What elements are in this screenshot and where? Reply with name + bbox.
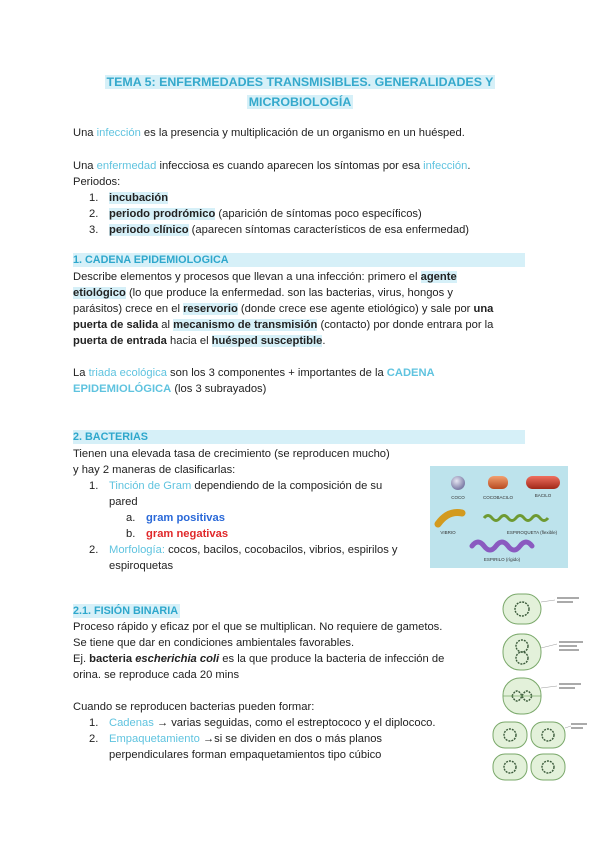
cell-stage-5b (531, 754, 565, 780)
page-title: TEMA 5: ENFERMEDADES TRANSMISIBLES. GENERALIDADES Y MICROBIOLOGÍA (106, 75, 494, 109)
label-cocobacilo: COCOBACILO (482, 495, 514, 500)
cell-stage-5a (493, 754, 527, 780)
paragraph-line: orina. se reproduce cada 20 mins (73, 669, 240, 681)
sub-item: b. gram negativas (126, 528, 229, 540)
paragraph-line: puerta de salida al mecanismo de transmisión (contacto) por donde entrara por la (73, 319, 494, 331)
label-vibrio: VIBRIO (440, 530, 456, 535)
paragraph-line: Ej. bacteria escherichia coli es la que produce la bacteria de infección de (73, 653, 445, 665)
label-espirilo: ESPIRILO (rígido) (483, 557, 521, 562)
paragraph-line: Cuando se reproducen bacterias pueden formar: (73, 701, 315, 713)
sub-item: a. gram positivas (126, 512, 225, 524)
paragraph-line: y hay 2 maneras de clasificarlas: (73, 464, 236, 476)
list-item: 1. incubación (89, 192, 169, 204)
paragraph-line: Se tiene que dar en condiciones ambientales favorables. (73, 637, 355, 649)
section-heading-cadena: 1. CADENA EPIDEMIOLOGICA (73, 253, 525, 267)
espiroqueta-shape (484, 516, 548, 521)
paragraph-line: Tienen una elevada tasa de crecimiento (se reproducen mucho) (73, 448, 390, 460)
section-heading-fision: 2.1. FISIÓN BINARIA (73, 605, 178, 617)
paragraph-line: Describe elementos y procesos que llevan a una infección: primero el agente (73, 271, 457, 283)
paragraph-line: La triada ecológica son los 3 componentes + importantes de la CADENA (73, 367, 435, 379)
bacilo-shape (526, 476, 560, 489)
coco-shape (451, 476, 465, 490)
paragraph-line: puerta de entrada hacia el huésped susceptible. (73, 335, 326, 347)
intro-enfermedad: Una enfermedad infecciosa es cuando aparecen los síntomas por esa infección. (73, 160, 471, 172)
list-item-cont: perpendiculares forman empaquetamientos tipo cúbico (109, 749, 382, 761)
list-item: 2. Empaquetamiento →si se dividen en dos o más planos (89, 733, 383, 745)
periodos-label: Periodos: (73, 176, 121, 188)
paragraph-line: EPIDEMIOLÓGICA (los 3 subrayados) (73, 383, 267, 395)
label-espiroqueta: ESPIROQUETA (flexible) (506, 530, 558, 535)
binary-fission-figure (485, 588, 590, 786)
intro-infeccion: Una infección es la presencia y multiplicación de un organismo en un huésped. (73, 127, 465, 139)
section-heading-bacterias: 2. BACTERIAS (73, 430, 525, 444)
cell-stage-1 (503, 594, 541, 624)
list-item: 2. Morfología: cocos, bacilos, cocobacilos, vibrios, espirilos y (89, 544, 398, 556)
bacteria-morphology-figure (430, 466, 568, 568)
vibrio-shape (438, 512, 462, 524)
list-item: 1. Cadenas → varias seguidas, como el estreptococo y el diplococo. (89, 717, 436, 729)
list-item-cont: pared (109, 496, 138, 508)
list-item: 3. periodo clínico (aparecen síntomas característicos de esa enfermedad) (89, 224, 470, 236)
cocobacilo-shape (488, 476, 508, 489)
list-item: 1. Tinción de Gram dependiendo de la composición de su (89, 480, 383, 492)
label-bacilo: BACILO (534, 493, 552, 498)
paragraph-line: parásitos) crece en el reservorio (donde crece ese agente etiológico) y sale por una (73, 303, 494, 315)
espirilo-shape (472, 542, 532, 550)
paragraph-line: etiológico (lo que produce la enfermedad. son las bacterias, virus, hongos y (73, 287, 453, 299)
list-item-cont: espiroquetas (109, 560, 174, 572)
cell-stage-4a (493, 722, 527, 748)
label-coco: COCO (451, 495, 465, 500)
list-item: 2. periodo prodrómico (aparición de síntomas poco específicos) (89, 208, 422, 220)
paragraph-line: Proceso rápido y eficaz por el que se multiplican. No requiere de gametos. (73, 621, 443, 633)
cell-stage-4b (531, 722, 565, 748)
